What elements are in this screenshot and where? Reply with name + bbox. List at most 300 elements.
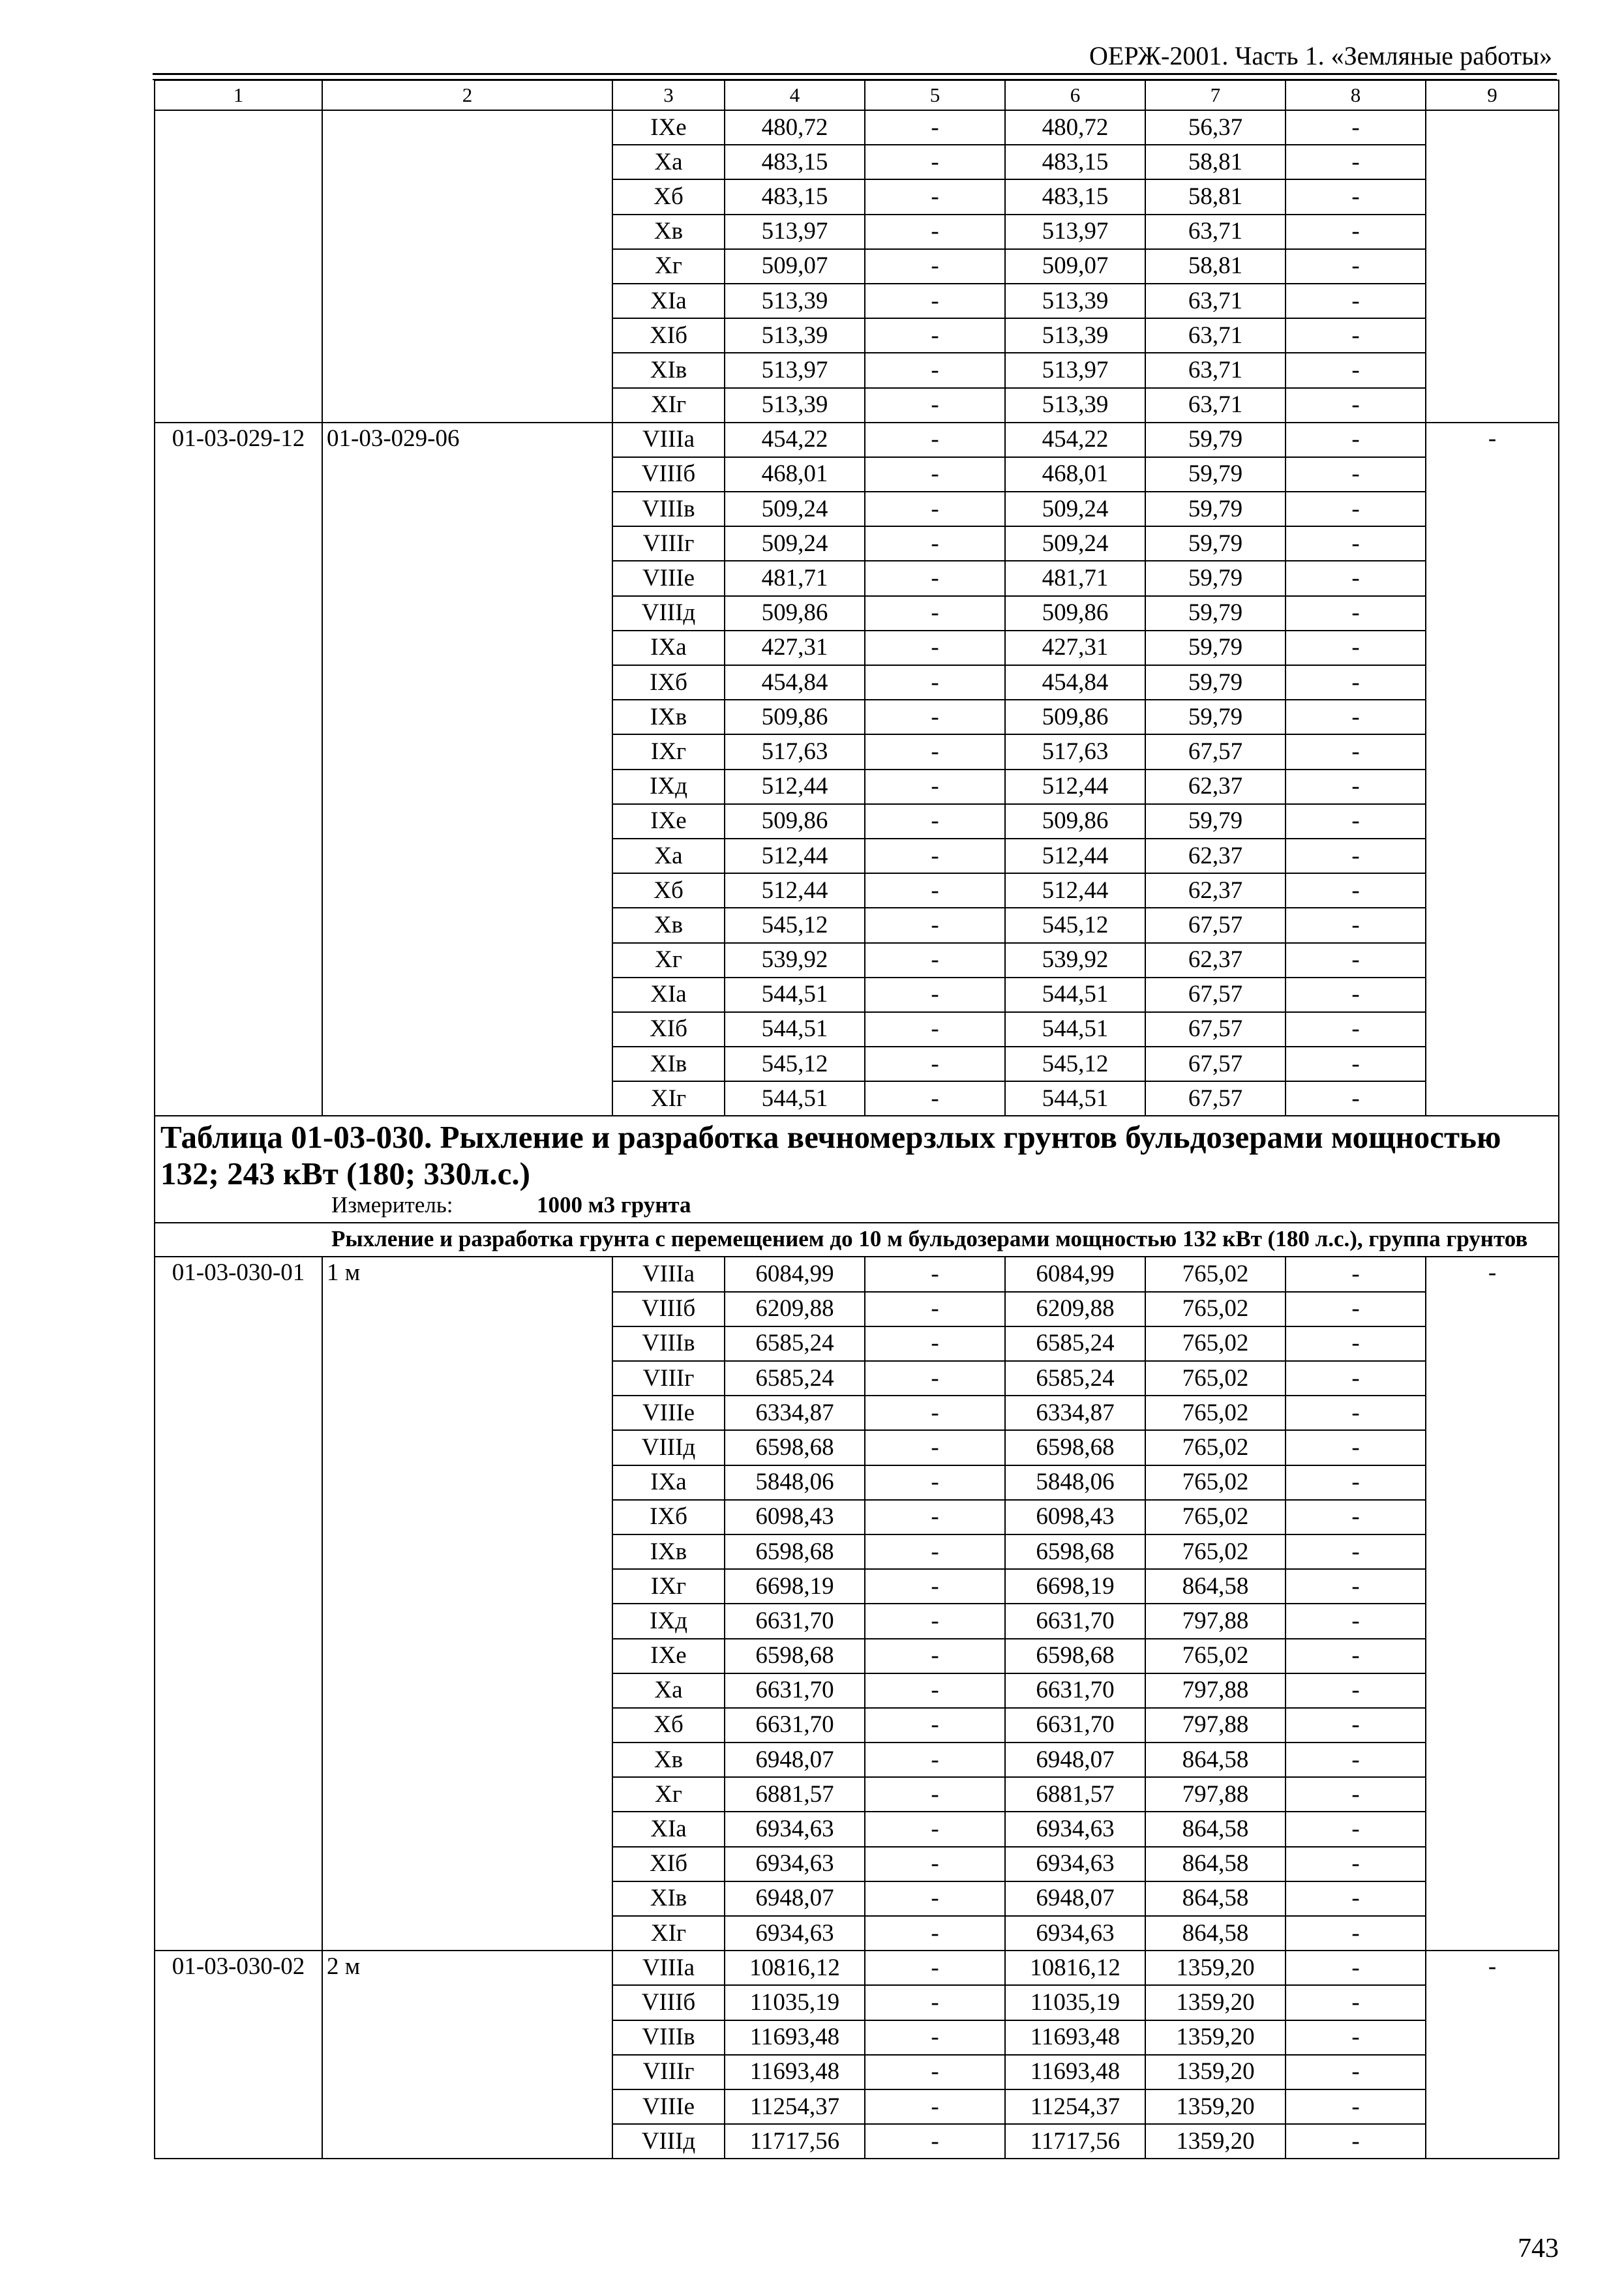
value-cell: 864,58 bbox=[1145, 1569, 1286, 1604]
value-cell: - bbox=[1286, 700, 1426, 734]
value-cell: 67,57 bbox=[1145, 1047, 1286, 1081]
value-cell: 797,88 bbox=[1145, 1673, 1286, 1708]
value-cell: - bbox=[865, 423, 1005, 457]
value-cell: - bbox=[1286, 1292, 1426, 1326]
value-cell: 6631,70 bbox=[1005, 1673, 1145, 1708]
value-cell: 59,79 bbox=[1145, 526, 1286, 561]
value-cell: 11035,19 bbox=[1005, 1985, 1145, 2020]
soil-group: VIIIа bbox=[612, 1951, 725, 1985]
value-cell: 6585,24 bbox=[725, 1361, 865, 1396]
rate-name: 01-03-029-06 bbox=[322, 423, 612, 1116]
value-cell: - bbox=[1286, 1847, 1426, 1881]
value-cell: - bbox=[865, 631, 1005, 665]
value-cell: 427,31 bbox=[1005, 631, 1145, 665]
value-cell: 544,51 bbox=[1005, 1081, 1145, 1116]
value-cell: 6631,70 bbox=[725, 1604, 865, 1638]
value-cell: 62,37 bbox=[1145, 873, 1286, 908]
value-cell: 513,97 bbox=[1005, 215, 1145, 249]
value-cell: 6098,43 bbox=[725, 1500, 865, 1534]
soil-group: VIIIг bbox=[612, 2055, 725, 2089]
value-cell: 6598,68 bbox=[725, 1430, 865, 1465]
value-cell: 67,57 bbox=[1145, 908, 1286, 942]
value-cell: - bbox=[865, 1012, 1005, 1047]
value-cell: - bbox=[865, 2124, 1005, 2159]
value-cell: - bbox=[1286, 110, 1426, 145]
value-cell: 512,44 bbox=[1005, 873, 1145, 908]
value-cell: 509,07 bbox=[725, 249, 865, 284]
rate-name: 2 м bbox=[322, 1951, 612, 2159]
soil-group: XIб bbox=[612, 1012, 725, 1047]
soil-group: IXе bbox=[612, 804, 725, 839]
value-cell: - bbox=[1286, 1881, 1426, 1916]
soil-group: IXв bbox=[612, 1534, 725, 1569]
value-cell: - bbox=[865, 1361, 1005, 1396]
value-cell: - bbox=[1286, 804, 1426, 839]
value-cell: 454,84 bbox=[725, 665, 865, 700]
value-cell: - bbox=[1286, 1326, 1426, 1361]
value-cell: 539,92 bbox=[1005, 943, 1145, 978]
value-cell: - bbox=[865, 1985, 1005, 2020]
value-cell: - bbox=[865, 318, 1005, 353]
value-cell: - bbox=[865, 353, 1005, 387]
soil-group: IXг bbox=[612, 734, 725, 769]
value-cell: - bbox=[865, 2055, 1005, 2089]
value-cell: 6209,88 bbox=[1005, 1292, 1145, 1326]
value-cell: - bbox=[1286, 908, 1426, 942]
column-header: 5 bbox=[865, 80, 1005, 110]
value-cell: - bbox=[1286, 2089, 1426, 2124]
value-cell: 6948,07 bbox=[1005, 1743, 1145, 1777]
soil-group: XIб bbox=[612, 318, 725, 353]
value-cell: 67,57 bbox=[1145, 978, 1286, 1012]
value-cell: 517,63 bbox=[725, 734, 865, 769]
value-cell: 509,86 bbox=[1005, 700, 1145, 734]
soil-group: Xв bbox=[612, 215, 725, 249]
soil-group: VIIIг bbox=[612, 1361, 725, 1396]
value-cell: 483,15 bbox=[1005, 145, 1145, 179]
soil-group: Xг bbox=[612, 943, 725, 978]
soil-group: VIIIе bbox=[612, 1396, 725, 1430]
column-header: 1 bbox=[155, 80, 322, 110]
value-cell: 11693,48 bbox=[1005, 2055, 1145, 2089]
soil-group: XIг bbox=[612, 1916, 725, 1951]
soil-group: IXг bbox=[612, 1569, 725, 1604]
value-cell: 6598,68 bbox=[1005, 1430, 1145, 1465]
value-cell: 6084,99 bbox=[1005, 1257, 1145, 1291]
soil-group: XIа bbox=[612, 1812, 725, 1846]
value-cell: 59,79 bbox=[1145, 561, 1286, 595]
soil-group: Xв bbox=[612, 1743, 725, 1777]
value-cell: 62,37 bbox=[1145, 770, 1286, 804]
value-cell: - bbox=[865, 1777, 1005, 1812]
value-cell: 512,44 bbox=[725, 770, 865, 804]
value-cell: - bbox=[865, 873, 1005, 908]
section-title: Рыхление и разработка грунта с перемещением до 10 м бульдозерами мощностью 132 кВт (180 л.с.), группа грунтов bbox=[331, 1226, 1528, 1252]
value-cell: 63,71 bbox=[1145, 388, 1286, 423]
value-cell: - bbox=[1286, 770, 1426, 804]
value-cell: - bbox=[1286, 1012, 1426, 1047]
value-cell: - bbox=[1286, 1951, 1426, 1985]
value-cell: 797,88 bbox=[1145, 1777, 1286, 1812]
value-cell: - bbox=[865, 526, 1005, 561]
value-cell: - bbox=[865, 215, 1005, 249]
value-cell: 765,02 bbox=[1145, 1292, 1286, 1326]
value-cell: - bbox=[865, 561, 1005, 595]
value-cell: 58,81 bbox=[1145, 179, 1286, 214]
value-cell: - bbox=[865, 1396, 1005, 1430]
value-cell: - bbox=[865, 1500, 1005, 1534]
value-cell: - bbox=[1286, 526, 1426, 561]
measure-line bbox=[155, 1192, 1558, 1222]
value-cell: 11717,56 bbox=[1005, 2124, 1145, 2159]
value-cell: - bbox=[1286, 665, 1426, 700]
column-header: 8 bbox=[1286, 80, 1426, 110]
value-cell: 5848,06 bbox=[1005, 1465, 1145, 1500]
value-cell: 539,92 bbox=[725, 943, 865, 978]
value-cell: 427,31 bbox=[725, 631, 865, 665]
value-cell: 864,58 bbox=[1145, 1812, 1286, 1846]
value-cell: 67,57 bbox=[1145, 1012, 1286, 1047]
value-cell: 765,02 bbox=[1145, 1396, 1286, 1430]
value-cell: - bbox=[865, 2089, 1005, 2124]
value-cell: - bbox=[1286, 631, 1426, 665]
value-cell: - bbox=[1286, 1465, 1426, 1500]
value-cell: 480,72 bbox=[725, 110, 865, 145]
value-cell: 509,86 bbox=[725, 700, 865, 734]
value-cell: - bbox=[1286, 1673, 1426, 1708]
value-cell: - bbox=[1286, 1500, 1426, 1534]
value-cell: 1359,20 bbox=[1145, 2124, 1286, 2159]
value-cell: 509,86 bbox=[725, 804, 865, 839]
value-cell: 6334,87 bbox=[725, 1396, 865, 1430]
value-cell: - bbox=[1286, 1047, 1426, 1081]
soil-group: IXб bbox=[612, 665, 725, 700]
value-cell: - bbox=[865, 1639, 1005, 1673]
soil-group: IXа bbox=[612, 631, 725, 665]
value-cell: 512,44 bbox=[1005, 839, 1145, 873]
table-title: Таблица 01-03-030. Рыхление и разработка вечномерзлых грунтов бульдозерами мощностью 132; 243 кВт (180; 330л.с.) bbox=[160, 1119, 1501, 1192]
soil-group: VIIIа bbox=[612, 1257, 725, 1291]
value-cell: 6948,07 bbox=[725, 1743, 865, 1777]
value-cell: 765,02 bbox=[1145, 1257, 1286, 1291]
value-cell: - bbox=[1286, 2020, 1426, 2055]
value-cell: 11693,48 bbox=[725, 2020, 865, 2055]
value-cell: 59,79 bbox=[1145, 423, 1286, 457]
value-cell: 480,72 bbox=[1005, 110, 1145, 145]
value-cell: 483,15 bbox=[725, 145, 865, 179]
table-row bbox=[155, 1257, 1559, 1291]
value-cell: 509,86 bbox=[1005, 804, 1145, 839]
soil-group: Xа bbox=[612, 1673, 725, 1708]
soil-group: VIIIд bbox=[612, 596, 725, 631]
value-cell: 6598,68 bbox=[1005, 1639, 1145, 1673]
rate-code bbox=[155, 110, 322, 423]
soil-group: VIIIд bbox=[612, 2124, 725, 2159]
value-cell: 10816,12 bbox=[1005, 1951, 1145, 1985]
value-cell: 513,39 bbox=[725, 284, 865, 318]
column-header: 6 bbox=[1005, 80, 1145, 110]
soil-group: Xв bbox=[612, 908, 725, 942]
column-header: 3 bbox=[612, 80, 725, 110]
soil-group: VIIIб bbox=[612, 1292, 725, 1326]
value-cell: 544,51 bbox=[725, 1081, 865, 1116]
value-cell: 1359,20 bbox=[1145, 1951, 1286, 1985]
soil-group: VIIIб bbox=[612, 457, 725, 492]
value-cell: 454,22 bbox=[725, 423, 865, 457]
value-cell: - bbox=[1286, 145, 1426, 179]
soil-group: XIв bbox=[612, 353, 725, 387]
value-cell: 63,71 bbox=[1145, 318, 1286, 353]
value-cell: 6698,19 bbox=[725, 1569, 865, 1604]
table-row bbox=[155, 110, 1559, 145]
value-cell: 864,58 bbox=[1145, 1847, 1286, 1881]
value-cell: 545,12 bbox=[1005, 908, 1145, 942]
rate-code: 01-03-030-02 bbox=[155, 1951, 322, 2159]
value-cell: 6585,24 bbox=[1005, 1326, 1145, 1361]
soil-group: Xг bbox=[612, 1777, 725, 1812]
rate-name: 1 м bbox=[322, 1257, 612, 1951]
column-header: 7 bbox=[1145, 80, 1286, 110]
value-cell: 6698,19 bbox=[1005, 1569, 1145, 1604]
value-cell: 6934,63 bbox=[725, 1847, 865, 1881]
value-cell: 63,71 bbox=[1145, 215, 1286, 249]
value-cell: 765,02 bbox=[1145, 1534, 1286, 1569]
value-cell: - bbox=[865, 908, 1005, 942]
value-cell: 5848,06 bbox=[725, 1465, 865, 1500]
soil-group: Xб bbox=[612, 1708, 725, 1743]
block-01-03-030-01 bbox=[155, 1257, 1559, 1951]
value-cell: - bbox=[1286, 2124, 1426, 2159]
soil-group: Xб bbox=[612, 873, 725, 908]
value-cell: - bbox=[865, 770, 1005, 804]
value-cell: - bbox=[1286, 457, 1426, 492]
value-cell: 864,58 bbox=[1145, 1881, 1286, 1916]
value-cell: 6631,70 bbox=[725, 1673, 865, 1708]
value-cell: 6631,70 bbox=[1005, 1604, 1145, 1638]
value-cell: 59,79 bbox=[1145, 665, 1286, 700]
value-cell: 11693,48 bbox=[1005, 2020, 1145, 2055]
soil-group: VIIIд bbox=[612, 1430, 725, 1465]
value-cell: 1359,20 bbox=[1145, 2020, 1286, 2055]
value-cell: 6098,43 bbox=[1005, 1500, 1145, 1534]
value-cell: - bbox=[1286, 353, 1426, 387]
soil-group: IXе bbox=[612, 1639, 725, 1673]
value-cell: 797,88 bbox=[1145, 1604, 1286, 1638]
value-cell: 6084,99 bbox=[725, 1257, 865, 1291]
value-cell: 513,97 bbox=[1005, 353, 1145, 387]
soil-group: VIIIг bbox=[612, 526, 725, 561]
value-cell: 67,57 bbox=[1145, 1081, 1286, 1116]
value-cell: 483,15 bbox=[1005, 179, 1145, 214]
value-cell: 765,02 bbox=[1145, 1361, 1286, 1396]
soil-group: Xг bbox=[612, 249, 725, 284]
value-cell: - bbox=[865, 1292, 1005, 1326]
value-cell: - bbox=[1286, 1985, 1426, 2020]
value-cell: 765,02 bbox=[1145, 1326, 1286, 1361]
soil-group: IXв bbox=[612, 700, 725, 734]
value-cell: - bbox=[1286, 179, 1426, 214]
value-cell: - bbox=[1286, 596, 1426, 631]
value-cell: 6209,88 bbox=[725, 1292, 865, 1326]
value-cell: - bbox=[1286, 1777, 1426, 1812]
value-cell: 6948,07 bbox=[725, 1881, 865, 1916]
value-cell: 6585,24 bbox=[1005, 1361, 1145, 1396]
value-cell: - bbox=[1286, 1396, 1426, 1430]
value-cell: 6934,63 bbox=[1005, 1847, 1145, 1881]
value-cell: 513,39 bbox=[725, 388, 865, 423]
column-header: 9 bbox=[1426, 80, 1559, 110]
value-cell: 59,79 bbox=[1145, 804, 1286, 839]
value-cell: 512,44 bbox=[725, 873, 865, 908]
measure-label: Измеритель: bbox=[331, 1192, 453, 1218]
value-cell: - bbox=[865, 1916, 1005, 1951]
value-cell: 6598,68 bbox=[725, 1534, 865, 1569]
value-cell: - bbox=[1286, 249, 1426, 284]
value-cell: - bbox=[1286, 1639, 1426, 1673]
value-cell: 513,97 bbox=[725, 215, 865, 249]
value-cell: 11254,37 bbox=[1005, 2089, 1145, 2124]
value-cell: 544,51 bbox=[1005, 1012, 1145, 1047]
value-cell: - bbox=[1286, 1534, 1426, 1569]
value-cell: - bbox=[1286, 1604, 1426, 1638]
value-cell: - bbox=[1286, 943, 1426, 978]
value-cell: 509,24 bbox=[725, 526, 865, 561]
value-cell: 513,97 bbox=[725, 353, 865, 387]
value-cell: 544,51 bbox=[1005, 978, 1145, 1012]
value-cell: - bbox=[865, 700, 1005, 734]
continued-rows bbox=[155, 110, 1559, 423]
col9-cell: - bbox=[1426, 423, 1559, 1116]
value-cell: 6934,63 bbox=[725, 1916, 865, 1951]
soil-group: VIIIе bbox=[612, 2089, 725, 2124]
soil-group: VIIIв bbox=[612, 1326, 725, 1361]
value-cell: 67,57 bbox=[1145, 734, 1286, 769]
value-cell: - bbox=[865, 1743, 1005, 1777]
value-cell: - bbox=[865, 1673, 1005, 1708]
soil-group: XIг bbox=[612, 1081, 725, 1116]
value-cell: - bbox=[1286, 2055, 1426, 2089]
value-cell: - bbox=[865, 734, 1005, 769]
value-cell: - bbox=[865, 1430, 1005, 1465]
soil-group: XIб bbox=[612, 1847, 725, 1881]
value-cell: - bbox=[865, 179, 1005, 214]
column-number-row bbox=[155, 80, 1559, 110]
value-cell: 765,02 bbox=[1145, 1465, 1286, 1500]
value-cell: 6881,57 bbox=[1005, 1777, 1145, 1812]
value-cell: - bbox=[865, 1465, 1005, 1500]
header-rule bbox=[153, 73, 1557, 75]
value-cell: 59,79 bbox=[1145, 492, 1286, 526]
value-cell: - bbox=[1286, 978, 1426, 1012]
value-cell: - bbox=[865, 1951, 1005, 1985]
rate-name bbox=[322, 110, 612, 423]
value-cell: - bbox=[865, 839, 1005, 873]
value-cell: - bbox=[865, 492, 1005, 526]
value-cell: - bbox=[865, 457, 1005, 492]
value-cell: - bbox=[1286, 1708, 1426, 1743]
value-cell: 512,44 bbox=[725, 839, 865, 873]
running-header: ОЕРЖ-2001. Часть 1. «Земляные работы» bbox=[1089, 41, 1552, 70]
value-cell: 509,24 bbox=[725, 492, 865, 526]
value-cell: - bbox=[865, 1708, 1005, 1743]
value-cell: 56,37 bbox=[1145, 110, 1286, 145]
value-cell: 513,39 bbox=[1005, 284, 1145, 318]
column-header: 2 bbox=[322, 80, 612, 110]
value-cell: 765,02 bbox=[1145, 1639, 1286, 1673]
value-cell: 797,88 bbox=[1145, 1708, 1286, 1743]
value-cell: - bbox=[865, 1604, 1005, 1638]
value-cell: - bbox=[865, 388, 1005, 423]
value-cell: - bbox=[1286, 1743, 1426, 1777]
value-cell: - bbox=[865, 1257, 1005, 1291]
rate-code: 01-03-030-01 bbox=[155, 1257, 322, 1951]
value-cell: - bbox=[1286, 1361, 1426, 1396]
soil-group: IXд bbox=[612, 770, 725, 804]
value-cell: 63,71 bbox=[1145, 284, 1286, 318]
value-cell: 513,39 bbox=[725, 318, 865, 353]
soil-group: XIг bbox=[612, 388, 725, 423]
value-cell: - bbox=[1286, 839, 1426, 873]
value-cell: - bbox=[865, 1326, 1005, 1361]
value-cell: - bbox=[1286, 492, 1426, 526]
value-cell: 544,51 bbox=[725, 978, 865, 1012]
value-cell: - bbox=[1286, 215, 1426, 249]
col9-cell: - bbox=[1426, 1951, 1559, 2159]
value-cell: 58,81 bbox=[1145, 145, 1286, 179]
value-cell: 1359,20 bbox=[1145, 1985, 1286, 2020]
value-cell: 509,86 bbox=[725, 596, 865, 631]
value-cell: - bbox=[865, 1812, 1005, 1846]
value-cell: 6934,63 bbox=[1005, 1812, 1145, 1846]
rate-code: 01-03-029-12 bbox=[155, 423, 322, 1116]
soil-group: Xб bbox=[612, 179, 725, 214]
value-cell: - bbox=[1286, 1812, 1426, 1846]
soil-group: IXд bbox=[612, 1604, 725, 1638]
measure-value: 1000 м3 грунта bbox=[537, 1192, 691, 1218]
value-cell: - bbox=[865, 943, 1005, 978]
value-cell: 545,12 bbox=[725, 1047, 865, 1081]
value-cell: - bbox=[865, 110, 1005, 145]
value-cell: 468,01 bbox=[1005, 457, 1145, 492]
page-number: 743 bbox=[1518, 2234, 1559, 2264]
value-cell: - bbox=[865, 1047, 1005, 1081]
value-cell: - bbox=[865, 596, 1005, 631]
value-cell: 509,86 bbox=[1005, 596, 1145, 631]
rates-table bbox=[154, 80, 1559, 2159]
value-cell: 6631,70 bbox=[1005, 1708, 1145, 1743]
value-cell: 59,79 bbox=[1145, 700, 1286, 734]
col9-cell bbox=[1426, 110, 1559, 423]
value-cell: 512,44 bbox=[1005, 770, 1145, 804]
value-cell: 481,71 bbox=[725, 561, 865, 595]
value-cell: 1359,20 bbox=[1145, 2055, 1286, 2089]
value-cell: 517,63 bbox=[1005, 734, 1145, 769]
value-cell: - bbox=[1286, 1569, 1426, 1604]
soil-group: Xа bbox=[612, 145, 725, 179]
value-cell: 864,58 bbox=[1145, 1743, 1286, 1777]
value-cell: 454,22 bbox=[1005, 423, 1145, 457]
value-cell: 509,24 bbox=[1005, 526, 1145, 561]
value-cell: - bbox=[1286, 1430, 1426, 1465]
value-cell: 11693,48 bbox=[725, 2055, 865, 2089]
value-cell: 509,24 bbox=[1005, 492, 1145, 526]
value-cell: - bbox=[865, 145, 1005, 179]
value-cell: 765,02 bbox=[1145, 1500, 1286, 1534]
soil-group: VIIIе bbox=[612, 561, 725, 595]
column-header: 4 bbox=[725, 80, 865, 110]
value-cell: - bbox=[1286, 561, 1426, 595]
value-cell: 481,71 bbox=[1005, 561, 1145, 595]
